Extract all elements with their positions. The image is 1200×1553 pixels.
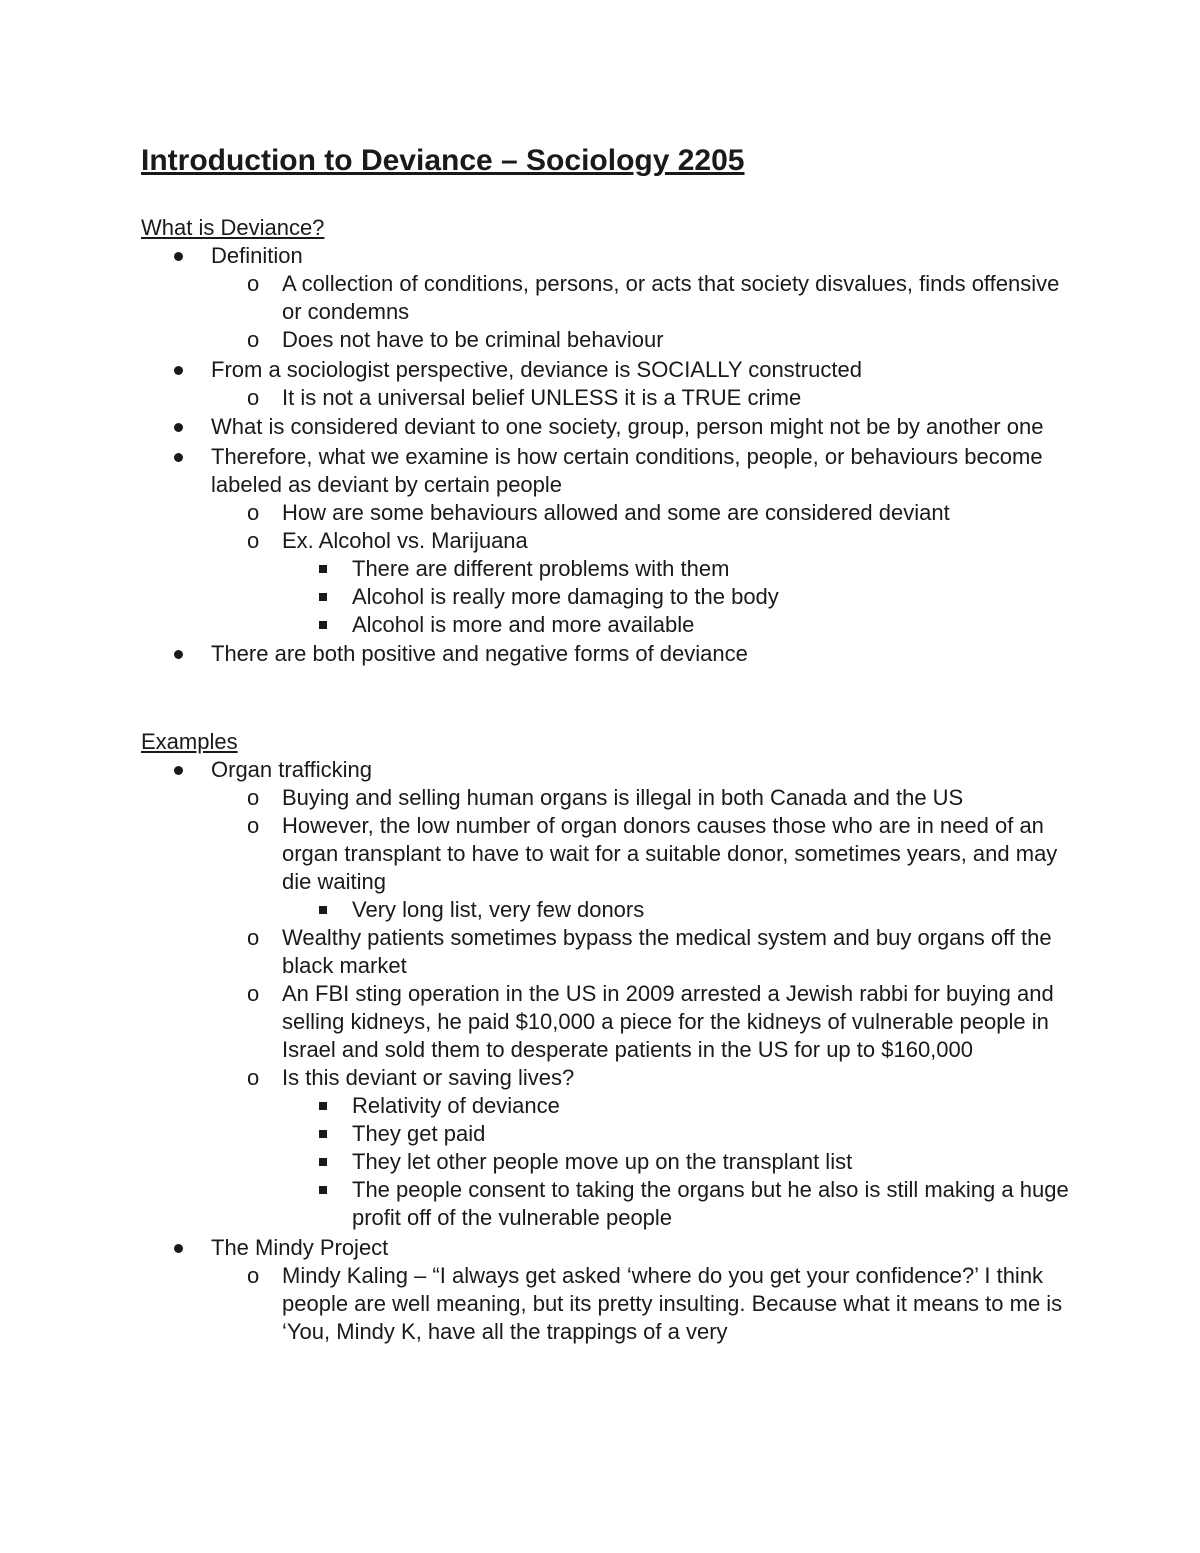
square-bullet-icon xyxy=(319,593,327,601)
circle-bullet-icon: o xyxy=(247,785,260,810)
list-item-text: They get paid xyxy=(352,1121,486,1146)
list-item-text: Is this deviant or saving lives? xyxy=(282,1065,575,1090)
sub-list-item xyxy=(211,924,1081,980)
list-item-text: Relativity of deviance xyxy=(352,1093,560,1118)
list-item-text: Therefore, what we examine is how certain conditions, people, or behaviours become labeled as deviant by certain people xyxy=(211,443,1043,497)
list-item-text: An FBI sting operation in the US in 2009 arrested a Jewish rabbi for buying and selling kidneys, he paid $10,000 a piece for the kidneys of vulnerable people in Israel and sold them to desperate patients in the US for up to $160,000 xyxy=(282,981,1054,1062)
sub-list-item xyxy=(211,784,1081,812)
sub-list-item xyxy=(211,812,1081,924)
list-item-text: They let other people move up on the transplant list xyxy=(352,1149,853,1174)
circle-bullet-icon: o xyxy=(247,1065,260,1090)
list-item-text: It is not a universal belief UNLESS it is a TRUE crime xyxy=(282,384,802,410)
square-bullet-icon xyxy=(319,621,327,629)
nested-list xyxy=(211,555,1081,639)
sub-sub-list-item xyxy=(282,1176,1081,1232)
list-item xyxy=(141,356,1081,412)
nested-list xyxy=(141,1262,1081,1346)
square-bullet-icon xyxy=(319,1130,327,1138)
sub-list-item xyxy=(211,980,1081,1064)
circle-bullet-icon: o xyxy=(247,1262,260,1288)
list-item-text: Wealthy patients sometimes bypass the medical system and buy organs off the black market xyxy=(282,925,1052,978)
circle-bullet-icon: o xyxy=(247,981,260,1006)
nested-list xyxy=(141,270,1081,354)
circle-bullet-icon: o xyxy=(247,499,260,525)
sub-list-item xyxy=(211,499,1081,527)
nested-list xyxy=(141,384,1081,412)
square-bullet-icon xyxy=(319,1186,327,1194)
bullet-list-what-is-deviance xyxy=(141,242,1081,670)
list-item-text: A collection of conditions, persons, or acts that society disvalues, finds offensive or condemns xyxy=(282,271,1060,324)
bullet-icon xyxy=(174,423,183,432)
sub-sub-list-item xyxy=(282,1120,1081,1148)
circle-bullet-icon: o xyxy=(247,925,260,950)
sub-sub-list-item xyxy=(282,1148,1081,1176)
list-item xyxy=(141,443,1081,639)
bullet-icon xyxy=(174,366,183,375)
list-item-text: What is considered deviant to one society, group, person might not be by another one xyxy=(211,414,1044,439)
list-item-text: The people consent to taking the organs but he also is still making a huge profit off of the vulnerable people xyxy=(352,1177,1069,1230)
list-item-text: Mindy Kaling – “I always get asked ‘where do you get your confidence?’ I think people are well meaning, but its pretty insulting. Because what it means to me is ‘You, Mindy K, have all the trappings of a very xyxy=(282,1262,1063,1344)
bullet-icon xyxy=(174,453,183,462)
square-bullet-icon xyxy=(319,1102,327,1110)
sub-list-item xyxy=(211,527,1081,639)
list-item-text: Organ trafficking xyxy=(211,757,373,782)
list-item xyxy=(141,640,1081,668)
nested-list xyxy=(141,784,1081,1232)
list-item-text: Alcohol is more and more available xyxy=(352,611,695,637)
list-item-text: Very long list, very few donors xyxy=(352,897,645,922)
circle-bullet-icon: o xyxy=(247,327,260,352)
list-item-text: However, the low number of organ donors causes those who are in need of an organ transplant to have to wait for a suitable donor, sometimes years, and may die waiting xyxy=(282,813,1058,894)
list-item-text: There are different problems with them xyxy=(352,555,730,581)
list-item-text: Alcohol is really more damaging to the body xyxy=(352,583,779,609)
sub-list-item xyxy=(211,270,1081,326)
list-item xyxy=(141,1234,1081,1346)
bullet-icon xyxy=(174,650,183,659)
circle-bullet-icon: o xyxy=(247,384,260,410)
bullet-icon xyxy=(174,1244,183,1253)
square-bullet-icon xyxy=(319,906,327,914)
nested-list xyxy=(211,1092,1081,1232)
list-item-text: Does not have to be criminal behaviour xyxy=(282,327,664,352)
list-item-text: Definition xyxy=(211,243,303,268)
bullet-list-examples xyxy=(141,756,1081,1347)
nested-list xyxy=(141,499,1081,639)
sub-list-item xyxy=(211,384,1081,412)
sub-sub-list-item xyxy=(282,555,1081,583)
sub-sub-list-item xyxy=(282,583,1081,611)
list-item xyxy=(141,413,1081,441)
section-heading-what-is-deviance: What is Deviance? xyxy=(141,215,325,240)
sub-sub-list-item xyxy=(282,896,1081,924)
document-title: Introduction to Deviance – Sociology 2205 xyxy=(141,144,745,177)
square-bullet-icon xyxy=(319,565,327,573)
square-bullet-icon xyxy=(319,1158,327,1166)
sub-list-item xyxy=(211,1262,1081,1346)
nested-list xyxy=(211,896,1081,924)
list-item-text: Ex. Alcohol vs. Marijuana xyxy=(282,527,528,553)
list-item-text: The Mindy Project xyxy=(211,1234,389,1260)
bullet-icon xyxy=(174,766,183,775)
list-item xyxy=(141,242,1081,354)
sub-sub-list-item xyxy=(282,1092,1081,1120)
circle-bullet-icon: o xyxy=(247,527,260,553)
sub-sub-list-item xyxy=(282,611,1081,639)
bullet-icon xyxy=(174,252,183,261)
circle-bullet-icon: o xyxy=(247,813,260,838)
list-item-text: How are some behaviours allowed and some are considered deviant xyxy=(282,499,950,525)
list-item xyxy=(141,756,1081,1232)
list-item-text: From a sociologist perspective, deviance is SOCIALLY constructed xyxy=(211,356,862,382)
circle-bullet-icon: o xyxy=(247,271,260,296)
sub-list-item xyxy=(211,326,1081,354)
section-heading-examples: Examples xyxy=(141,729,238,754)
list-item-text: There are both positive and negative forms of deviance xyxy=(211,641,748,666)
sub-list-item xyxy=(211,1064,1081,1232)
list-item-text: Buying and selling human organs is illegal in both Canada and the US xyxy=(282,785,964,810)
